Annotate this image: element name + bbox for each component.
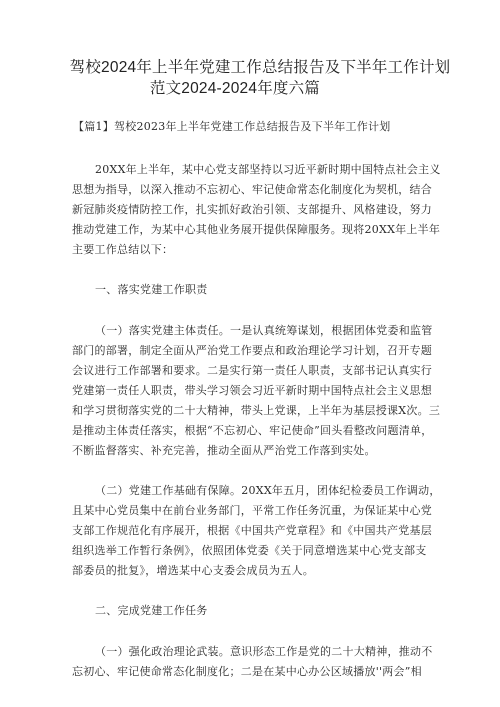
paragraph-line: 支部工作规范化有序展开，根据《中国共产党章程》和《中国共产党基层	[72, 524, 432, 537]
paragraph-line: （一）落实党建主体责任。一是认真统筹谋划，根据团体党委和监管	[95, 324, 433, 337]
paragraph-line: 部门的部署，制定全面从严治党工作要点和政治理论学习计划，召开专题	[72, 344, 432, 357]
section-heading: 二、完成党建工作任务	[95, 604, 208, 617]
document-title-line2: 范文2024-2024年度六篇	[149, 80, 320, 97]
paragraph-line: 新冠肺炎疫情防控工作，扎实抓好政治引领、支部提升、风格建设，努力	[72, 203, 432, 216]
paragraph-line: （一）强化政治理论武装。意识形态工作是党的二十大精神，推动不	[95, 645, 433, 658]
paragraph-line: 党建第一责任人职责，带头学习领会习近平新时期中国特点社会主义思想	[72, 384, 432, 397]
paragraph-line: 不断监督落实、补充完善，推动全面从严治党工作落到实处。	[72, 444, 376, 457]
paragraph-line: 思想为指导，以深入推动不忘初心、牢记使命常态化制度化为契机，结合	[72, 183, 432, 196]
paragraph-line: 20XX年上半年，某中心党支部坚持以习近平新时期中国特点社会主义	[95, 163, 441, 176]
subheading: 【篇1】驾校2023年上半年党建工作总结报告及下半年工作计划	[73, 120, 391, 133]
paragraph-line: 忘初心、牢记使命常态化制度化；二是在某中心办公区域播放''两会”相	[72, 665, 422, 678]
paragraph-line: 且某中心党员集中在前台业务部门，平常工作任务沉重，为保证某中心党	[72, 504, 432, 517]
paragraph-line: 主要工作总结以下：	[72, 243, 174, 256]
document-title-line1: 驾校2024年上半年党建工作总结报告及下半年工作计划	[69, 59, 451, 76]
paragraph-line: 部委员的批复》，增选某中心支委会成员为五人。	[72, 564, 314, 577]
paragraph-line: （二）党建工作基础有保障。20XX年五月，团体纪检委员工作调动，	[95, 484, 441, 497]
paragraph-line: 是推动主体责任落实，根据“不忘初心、牢记使命”回头看整改问题清单，	[72, 424, 433, 437]
section-heading: 一、落实党建工作职责	[95, 283, 208, 296]
paragraph-line: 组织选举工作暂行条例》，依照团体党委《关于同意增选某中心党支部支	[72, 544, 427, 557]
paragraph-line: 推动党建工作，为某中心其他业务展开提供保障服务。现将20XX年上半年	[72, 223, 441, 236]
paragraph-line: 和学习贯彻落实党的二十大精神，带头上党课，上半年为基层授课X次。三	[72, 404, 441, 417]
paragraph-line: 会议进行工作部署和要求。二是实行第一责任人职责，支部书记认真实行	[72, 364, 432, 377]
